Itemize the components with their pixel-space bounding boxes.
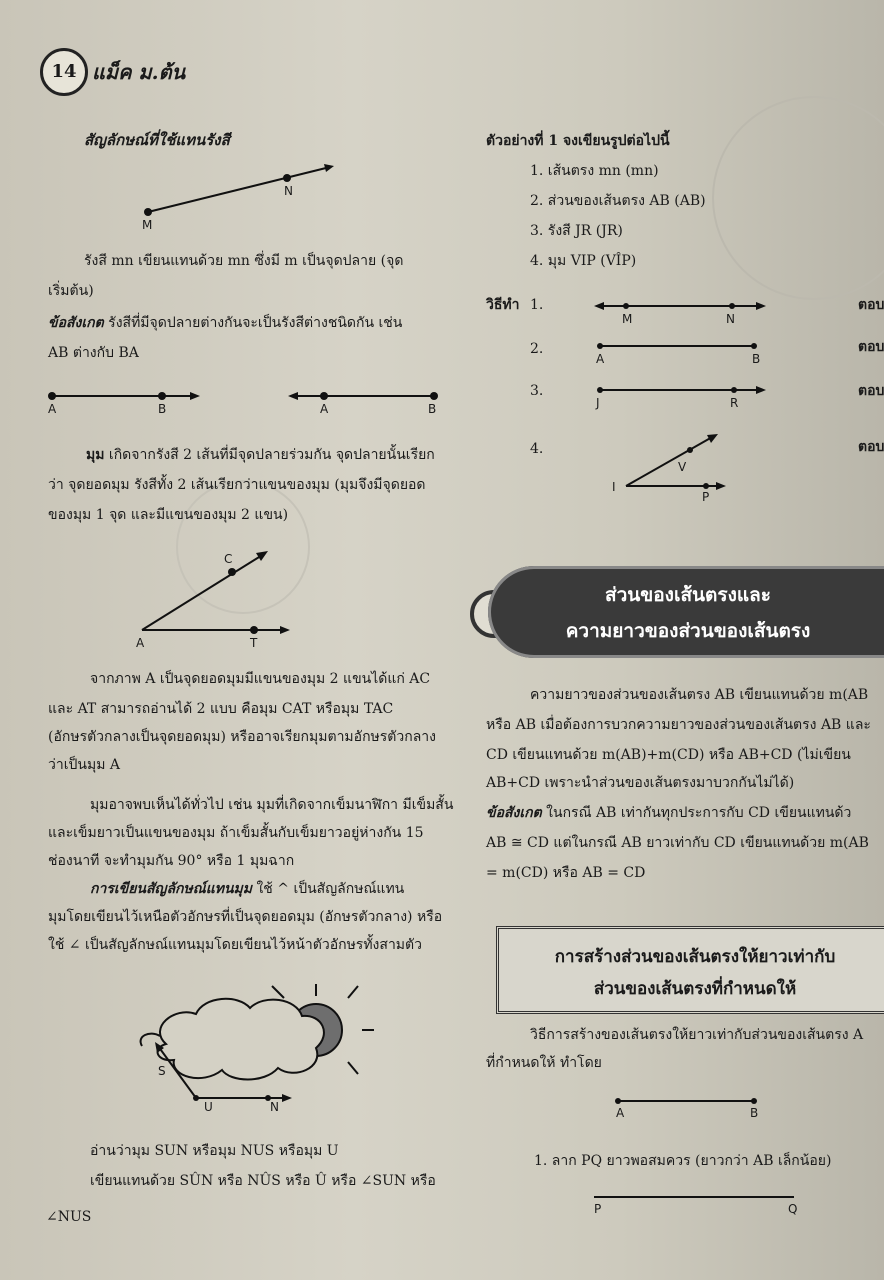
label-T: T [250, 636, 258, 650]
right-note-text: ในกรณี AB เท่ากันทุกประการกับ CD เขียนแทนด้ว [546, 805, 852, 821]
angle-line1-text: เกิดจากรังสี 2 เส้นที่มีจุดปลายร่วมกัน จุดปลายนั้นเรียก [108, 447, 435, 463]
angle-word: มุม [86, 447, 105, 463]
note-label: ข้อสังเกต [48, 315, 104, 331]
label-M-sol: M [622, 312, 633, 326]
symbol-line2: มุมโดยเขียนไว้เหนือตัวอักษรที่เป็นจุดยอดมุม (อักษรตัวกลาง) หรือ [48, 909, 443, 925]
example-item-1: 1. เส้นตรง mn (mn) [530, 163, 659, 179]
ray-jr-figure [594, 382, 770, 398]
box2-line1: การสร้างส่วนของเส้นตรงให้ยาวเท่ากับ [554, 947, 836, 967]
section-banner-segment [488, 566, 884, 658]
angle-line2: ว่า จุดยอดมุม รังสีทั้ง 2 เส้นเรียกว่าแขนของมุม (มุมจึงมีจุดยอด [48, 477, 426, 493]
segment-ab-figure [594, 338, 762, 354]
label-A-angle: A [136, 636, 145, 650]
label-N-sol: N [726, 312, 735, 326]
answer-cut-1: ตอบ [858, 297, 884, 313]
symbol-line3: ใช้ ∠ เป็นสัญลักษณ์แทนมุมโดยเขียนไว้หน้าตัวอักษรทั้งสามตัว [48, 937, 422, 953]
ray-heading: สัญลักษณ์ที่ใช้แทนรังสี [84, 131, 230, 149]
right-note-line1 [486, 798, 851, 828]
ray-para1-line1: รังสี mn เขียนแทนด้วย mn ซึ่งมี m เป็นจุดปลาย (จุด [84, 253, 404, 269]
fig-line2: และ AT สามารถอ่านได้ 2 แบบ คือมุม CAT หรือมุม TAC [48, 701, 394, 717]
symbol-line1 [90, 874, 404, 904]
watermark-circle [712, 96, 884, 300]
angle-cat-figure [136, 544, 306, 644]
sol-number-2: 2. [530, 341, 544, 357]
clock-line1: มุมอาจพบเห็นได้ทั่วไป เช่น มุมที่เกิดจากเข็มนาฬิกา มีเข็มสั้น [90, 797, 454, 813]
segment-pq [592, 1192, 798, 1202]
label-N: N [284, 184, 293, 198]
angle-line1 [86, 440, 435, 470]
series-title: แม็ค ม.ต้น [92, 60, 186, 84]
symbol-label: การเขียนสัญลักษณ์แทนมุม [90, 881, 253, 897]
label-R: R [730, 396, 739, 410]
page-number-badge [40, 48, 88, 96]
symbol-line1-text: ใช้ ^ เป็นสัญลักษณ์แทน [256, 881, 405, 897]
angle-line3: ของมุม 1 จุด และมีแขนของมุม 2 แขน) [48, 507, 289, 523]
label-N-sun: N [270, 1100, 279, 1114]
label-U: U [204, 1100, 213, 1114]
length-line4: AB+CD เพราะนำส่วนของเส้นตรงมาบวกกันไม่ได้) [486, 775, 795, 791]
step1: 1. ลาก PQ ยาวพอสมควร (ยาวกว่า AB เล็กน้อย) [534, 1153, 832, 1169]
solution-label: วิธีทำ [486, 297, 520, 313]
section-box-construction [496, 926, 884, 1014]
label-B-given: B [750, 1106, 759, 1120]
length-line1: ความยาวของส่วนของเส้นตรง AB เขียนแทนด้วย m(AB [530, 687, 869, 703]
label-S: S [158, 1064, 166, 1078]
sun-line3: ∠NUS [46, 1209, 92, 1225]
label-B-ray2: B [428, 402, 437, 416]
label-A-given: A [616, 1106, 625, 1120]
example-item-4: 4. มุม VIP (VÎP) [530, 253, 637, 269]
ray-mn-figure [130, 162, 350, 234]
sol-number-1: 1. [530, 297, 544, 313]
label-A-ray2: A [320, 402, 329, 416]
label-I: I [612, 480, 616, 494]
method-line1: วิธีการสร้างของเส้นตรงให้ยาวเท่ากับส่วนของเส้นตรง A [530, 1027, 864, 1043]
answer-cut-2: ตอบ [858, 339, 884, 355]
label-P-sol: P [702, 490, 710, 504]
fig-line1: จากภาพ A เป็นจุดยอดมุมมีแขนของมุม 2 แขนได้แก่ AC [90, 671, 431, 687]
label-V: V [678, 460, 687, 474]
banner1-line2: ความยาวของส่วนของเส้นตรง [565, 620, 811, 642]
given-segment-ab [612, 1094, 762, 1108]
sol-number-3: 3. [530, 383, 544, 399]
fig-line3: (อักษรตัวกลางเป็นจุดยอดมุม) หรืออาจเรียกมุมตามอักษรตัวกลาง [48, 729, 437, 745]
right-note-line2: AB ≅ CD แต่ในกรณี AB ยาวเท่ากับ CD เขียนแทนด้วย m(AB [486, 835, 869, 851]
answer-cut-3: ตอบ [858, 383, 884, 399]
ray-note [48, 308, 402, 338]
ray-para1-line2: เริ่มต้น) [48, 283, 94, 299]
length-line2: หรือ AB เมื่อต้องการบวกความยาวของส่วนของเส้นตรง AB และ [486, 717, 871, 733]
angle-vip-figure [620, 430, 730, 496]
clock-line2: และเข็มยาวเป็นแขนของมุม ถ้าเข็มสั้นกับเข็มยาวอยู่ห่างกัน 15 [48, 825, 424, 841]
line-mn-figure [592, 296, 768, 316]
sol-number-4: 4. [530, 441, 544, 457]
method-line2: ที่กำหนดให้ ทำโดย [486, 1055, 602, 1071]
cloud-sun-figure [126, 976, 376, 1116]
label-J: J [596, 396, 600, 410]
banner1-line1: ส่วนของเส้นตรงและ [605, 584, 771, 606]
box2-line2: ส่วนของเส้นตรงที่กำหนดให้ [593, 979, 797, 999]
label-Q: Q [788, 1202, 798, 1216]
ray-ab-figure [46, 386, 206, 406]
label-M: M [142, 218, 153, 232]
label-A-ray1: A [48, 402, 57, 416]
example-title: ตัวอย่างที่ 1 จงเขียนรูปต่อไปนี้ [486, 133, 670, 149]
label-B-ray1: B [158, 402, 167, 416]
note-text: รังสีที่มีจุดปลายต่างกันจะเป็นรังสีต่างชนิดกัน เช่น [108, 315, 403, 331]
length-line3: CD เขียนแทนด้วย m(AB)+m(CD) หรือ AB+CD (ไม่เขียน [486, 747, 851, 763]
right-note-line3: = m(CD) หรือ AB = CD [486, 865, 646, 881]
label-C: C [224, 552, 233, 566]
label-P: P [594, 1202, 602, 1216]
note-line2: AB ต่างกับ BA [48, 345, 139, 361]
page-number: 14 [51, 61, 77, 82]
right-note-label: ข้อสังเกต [486, 805, 542, 821]
answer-cut-4: ตอบ [858, 439, 884, 455]
example-item-3: 3. รังสี JR (JR) [530, 223, 623, 239]
clock-line3: ช่องนาที จะทำมุมกัน 90° หรือ 1 มุมฉาก [48, 853, 295, 869]
example-item-2: 2. ส่วนของเส้นตรง AB (AB) [530, 193, 706, 209]
label-A-sol: A [596, 352, 605, 366]
sun-line1: อ่านว่ามุม SUN หรือมุม NUS หรือมุม U [90, 1143, 339, 1159]
sun-line2: เขียนแทนด้วย SÛN หรือ NÛS หรือ Û หรือ ∠SUN หรือ [90, 1173, 436, 1189]
fig-line4: ว่าเป็นมุม A [48, 757, 120, 773]
label-B-sol: B [752, 352, 761, 366]
ray-ba-figure [284, 386, 444, 406]
